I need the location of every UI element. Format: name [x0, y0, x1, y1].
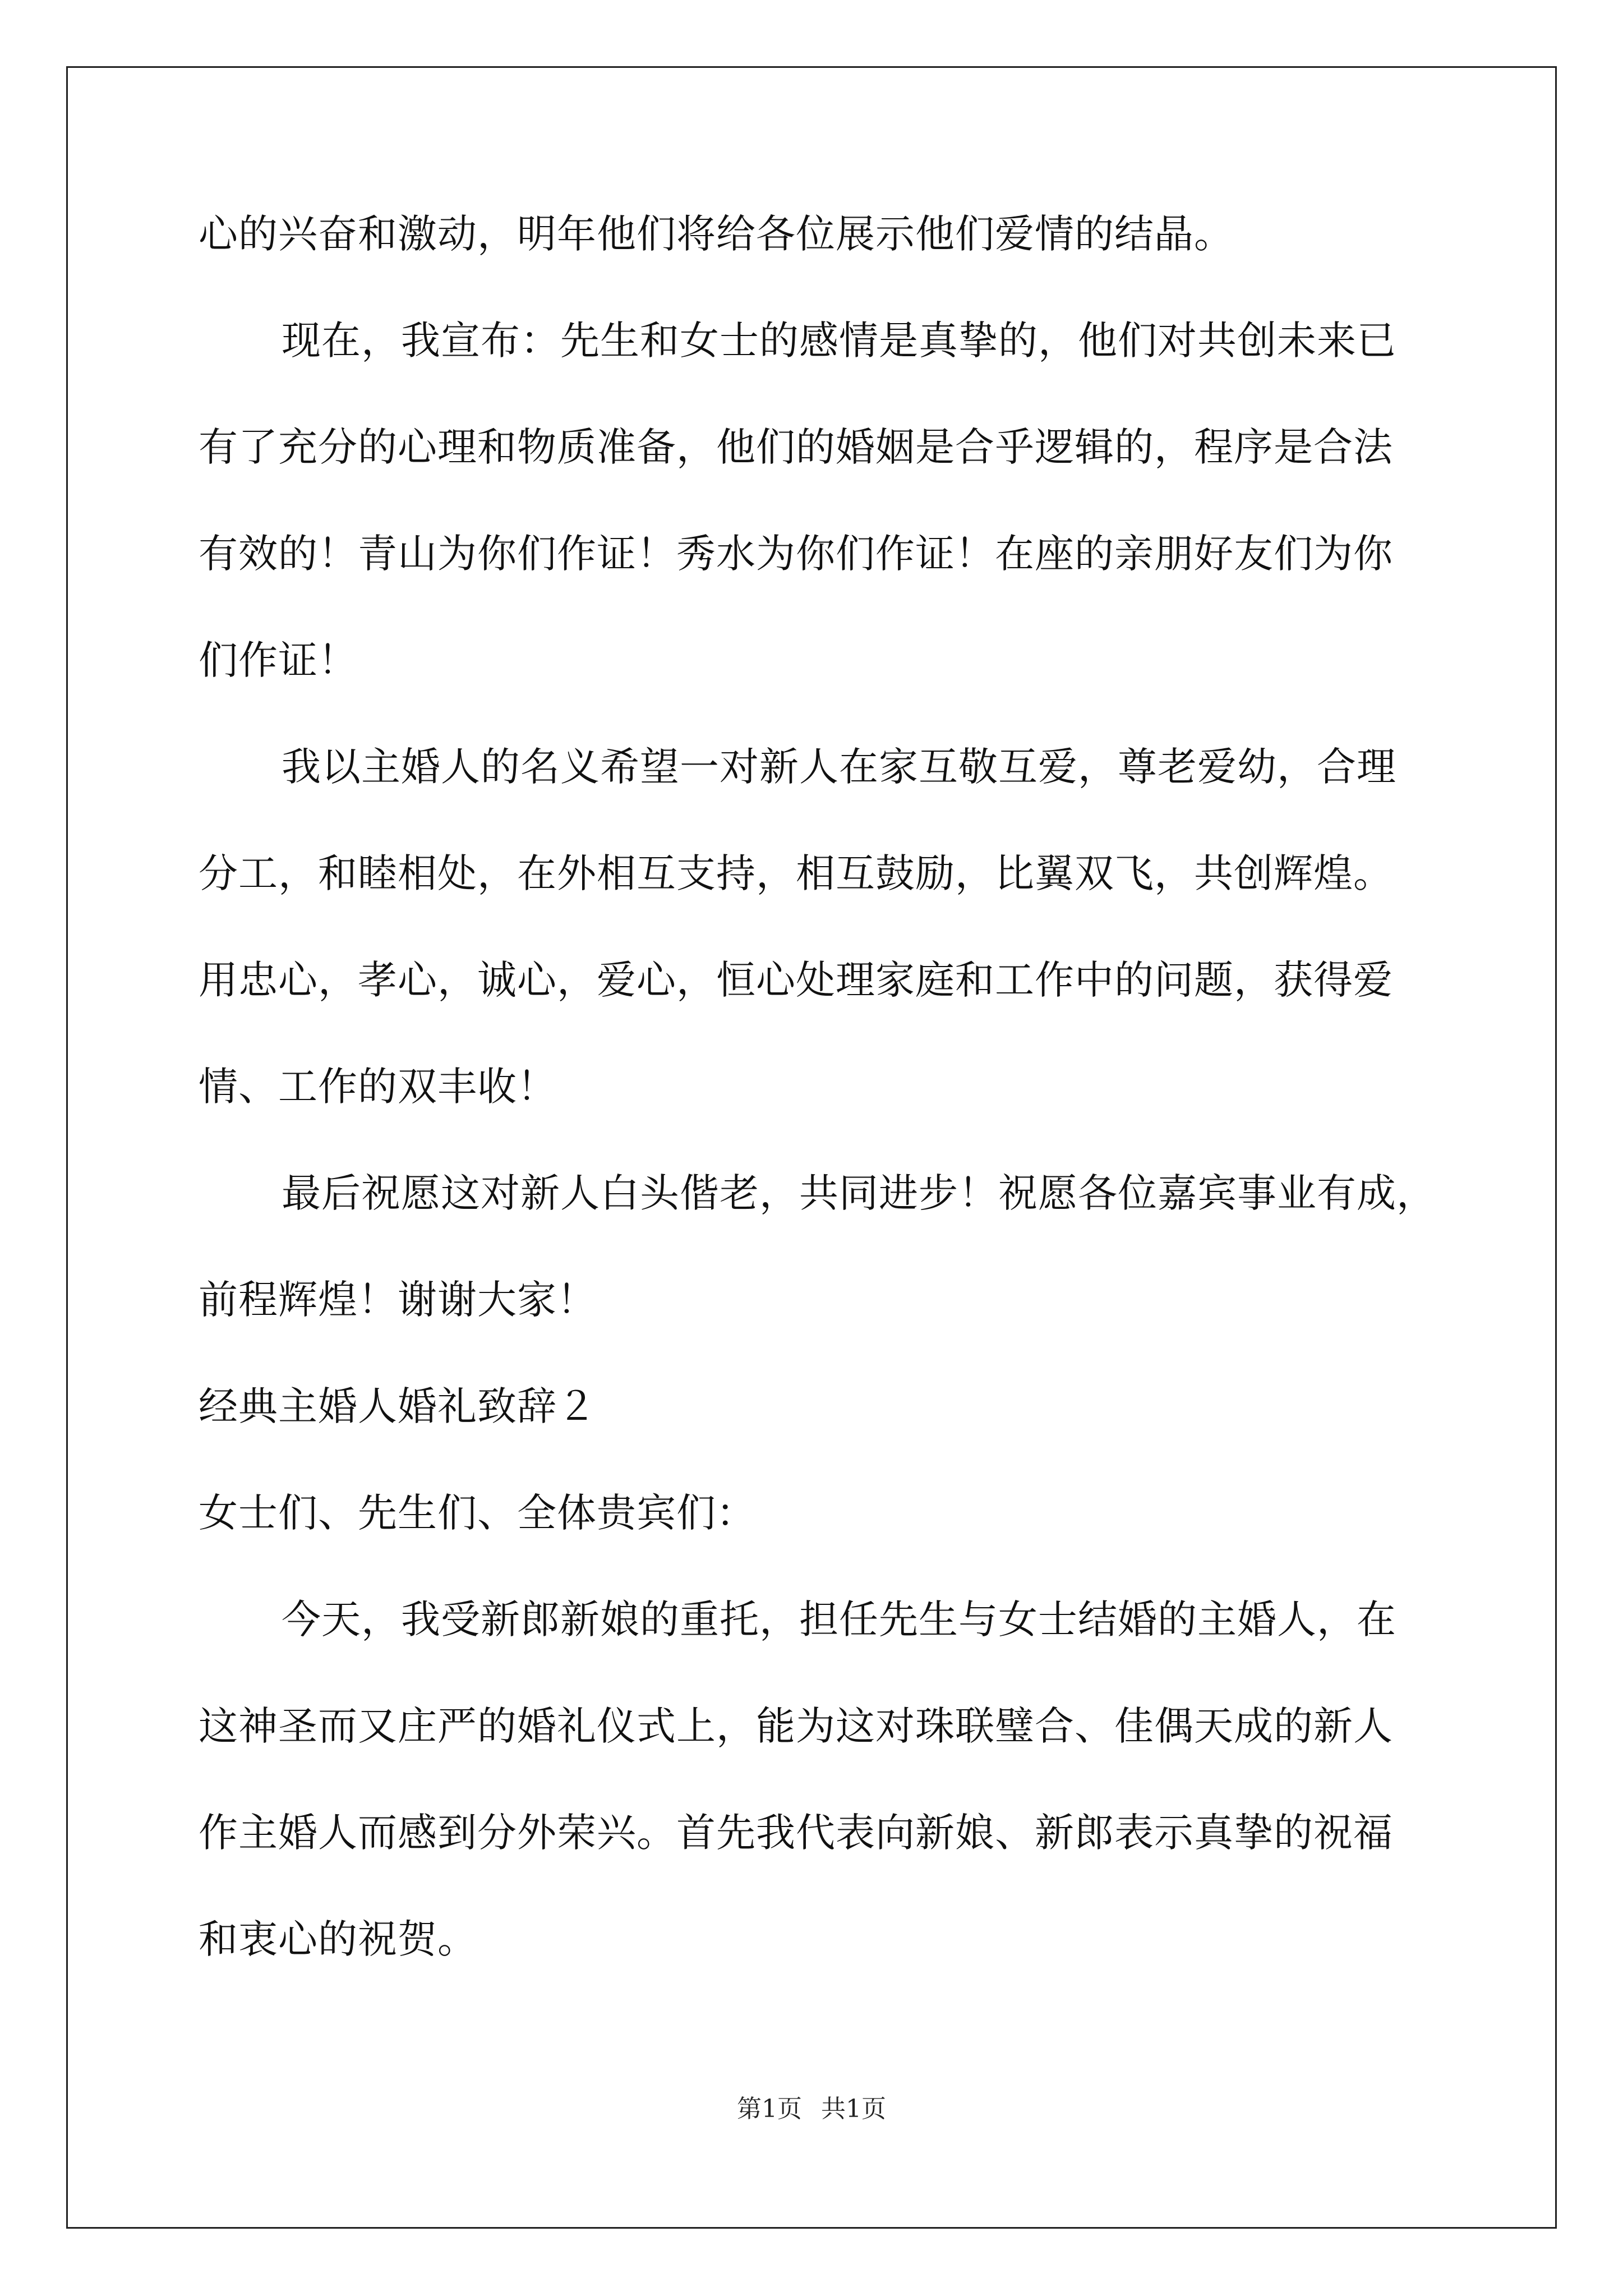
paragraph-line: 我以主婚人的名义希望一对新人在家互敬互爱，尊老爱幼，合理	[282, 744, 1396, 790]
paragraph-line: 们作证！	[199, 637, 358, 683]
paragraph-line: 有效的！青山为你们作证！秀水为你们作证！在座的亲朋好友们为你	[199, 531, 1393, 577]
paragraph-line: 分工，和睦相处，在外相互支持，相互鼓励，比翼双飞，共创辉煌。	[199, 850, 1393, 896]
salutation: 女士们、先生们、全体贵宾们：	[199, 1490, 756, 1536]
paragraph-line: 这神圣而又庄严的婚礼仪式上，能为这对珠联璧合、佳偶天成的新人	[199, 1703, 1393, 1749]
paragraph-line: 用忠心，孝心，诚心，爱心，恒心处理家庭和工作中的问题，获得爱	[199, 957, 1393, 1003]
paragraph-line: 前程辉煌！谢谢大家！	[199, 1277, 597, 1323]
section-heading: 经典主婚人婚礼致辞２	[199, 1383, 597, 1429]
page-footer	[0, 2092, 1623, 2126]
paragraph-line: 和衷心的祝贺。	[199, 1916, 477, 1962]
paragraph-line: 最后祝愿这对新人白头偕老，共同进步！祝愿各位嘉宾事业有成，	[282, 1170, 1436, 1216]
paragraph-line: 有了充分的心理和物质准备，他们的婚姻是合乎逻辑的，程序是合法	[199, 424, 1393, 470]
page-number: 第1页	[737, 2095, 802, 2123]
paragraph-line: 现在，我宣布：先生和女士的感情是真挚的，他们对共创未来已	[282, 318, 1396, 364]
page-border	[66, 66, 1557, 2229]
paragraph-line: 今天，我受新郎新娘的重托，担任先生与女士结婚的主婚人，在	[282, 1596, 1396, 1642]
paragraph-line: 心的兴奋和激动，明年他们将给各位展示他们爱情的结晶。	[199, 211, 1234, 257]
paragraph-line: 作主婚人而感到分外荣兴。首先我代表向新娘、新郎表示真挚的祝福	[199, 1810, 1393, 1856]
paragraph-line: 情、工作的双丰收！	[199, 1064, 557, 1110]
page-total: 共1页	[821, 2095, 886, 2123]
